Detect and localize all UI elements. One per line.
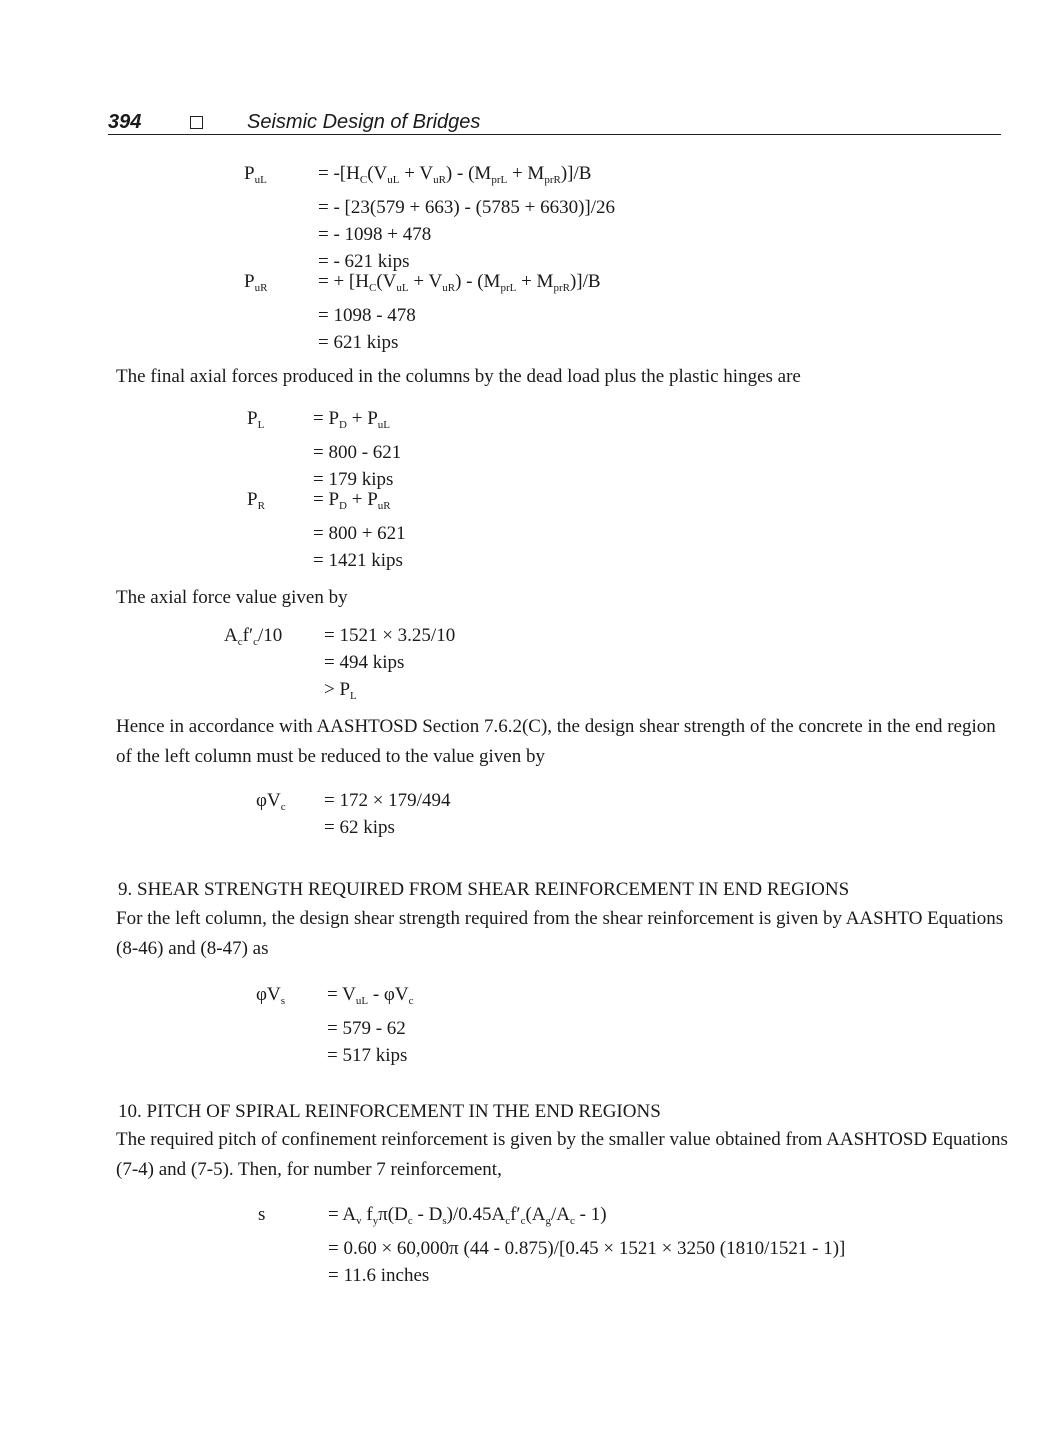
equation-line: = 494 kips: [324, 652, 405, 673]
equation-lhs: $\varphi V_c$: [256, 790, 286, 813]
equation-line: = - 1098 + 478: [318, 224, 432, 245]
equation-line: = 1421 kips: [313, 550, 403, 571]
equation-lhs: $P_{uL}$: [244, 163, 267, 186]
equation-line: = 621 kips: [318, 332, 399, 353]
equation-line: = 11.6 inches: [328, 1265, 430, 1286]
equation-line: = 579 - 62: [327, 1018, 406, 1039]
running-header: [108, 108, 1001, 135]
body-paragraph: For the left column, the design shear strength required from the shear reinforcement is given by AASHTO Equations (8-46) and (8-47) as: [116, 908, 1004, 959]
equation-lhs: $P_{uR}$: [244, 271, 268, 294]
equation-lhs: $\varphi V_s$: [256, 984, 285, 1007]
equation-line: = $P_D + P_{uL}$: [313, 408, 391, 431]
book-title: Seismic Design of Bridges: [247, 111, 481, 133]
equation-line: = 800 + 621: [313, 523, 406, 544]
page-number: 394: [108, 111, 142, 133]
equation-line: = 1521 × 3.25/10: [324, 625, 456, 646]
equation-lhs: $A_cf'_c/10$: [224, 625, 283, 648]
equation-line: = - [23(579 + 663) - (5785 + 6630)]/26: [318, 197, 616, 218]
section-heading-9: 9. SHEAR STRENGTH REQUIRED FROM SHEAR REINFORCEMENT IN END REGIONS: [118, 879, 850, 900]
body-paragraph: Hence in accordance with AASHTOSD Section 7.6.2(C), the design shear strength of the concrete in the end region of the left column must be reduced to the value given by: [116, 716, 996, 767]
equation-line: = 0.60 × 60,000π (44 - 0.875)/[0.45 × 1521 × 3250 (1810/1521 - 1)]: [328, 1238, 846, 1259]
body-paragraph: The final axial forces produced in the columns by the dead load plus the plastic hinges are: [116, 366, 801, 387]
equation-lhs: $P_R$: [247, 489, 265, 512]
square-bullet-icon: [190, 116, 203, 129]
equation-lhs: $P_L$: [247, 408, 265, 431]
equation-lhs: s: [258, 1204, 266, 1225]
equation-line: = $P_D + P_{uR}$: [313, 489, 391, 512]
section-heading-10: 10. PITCH OF SPIRAL REINFORCEMENT IN THE END REGIONS: [118, 1101, 661, 1122]
equation-line: = 62 kips: [324, 817, 395, 838]
body-paragraph: The required pitch of confinement reinforcement is given by the smaller value obtained from AASHTOSD Equations (7-4) and (7-5). Then, for number 7 reinforcement,: [116, 1129, 1008, 1180]
equation-line: = $-[H_C(V_{uL} + V_{uR}) - (M_{prL} + M_{prR})]/B$: [318, 163, 592, 186]
equation-line: = $A_v$ $f_y\pi(D_c - D_s)/0.45A_cf'_c(A_g/A_c - 1)$: [328, 1204, 607, 1227]
equation-line: = 1098 - 478: [318, 305, 416, 326]
equation-line: > $P_L$: [324, 679, 357, 702]
equation-line: = $V_{uL} - \varphi V_c$: [327, 984, 414, 1007]
equation-line: = - 621 kips: [318, 251, 410, 272]
equation-line: = 179 kips: [313, 469, 394, 490]
body-paragraph: The axial force value given by: [116, 587, 348, 608]
equation-line: = 172 × 179/494: [324, 790, 451, 811]
equation-line: = + $[H_C(V_{uL} + V_{uR}) - (M_{prL} + M_{prR})]/B$: [318, 271, 601, 294]
equation-line: = 517 kips: [327, 1045, 408, 1066]
equation-line: = 800 - 621: [313, 442, 402, 463]
